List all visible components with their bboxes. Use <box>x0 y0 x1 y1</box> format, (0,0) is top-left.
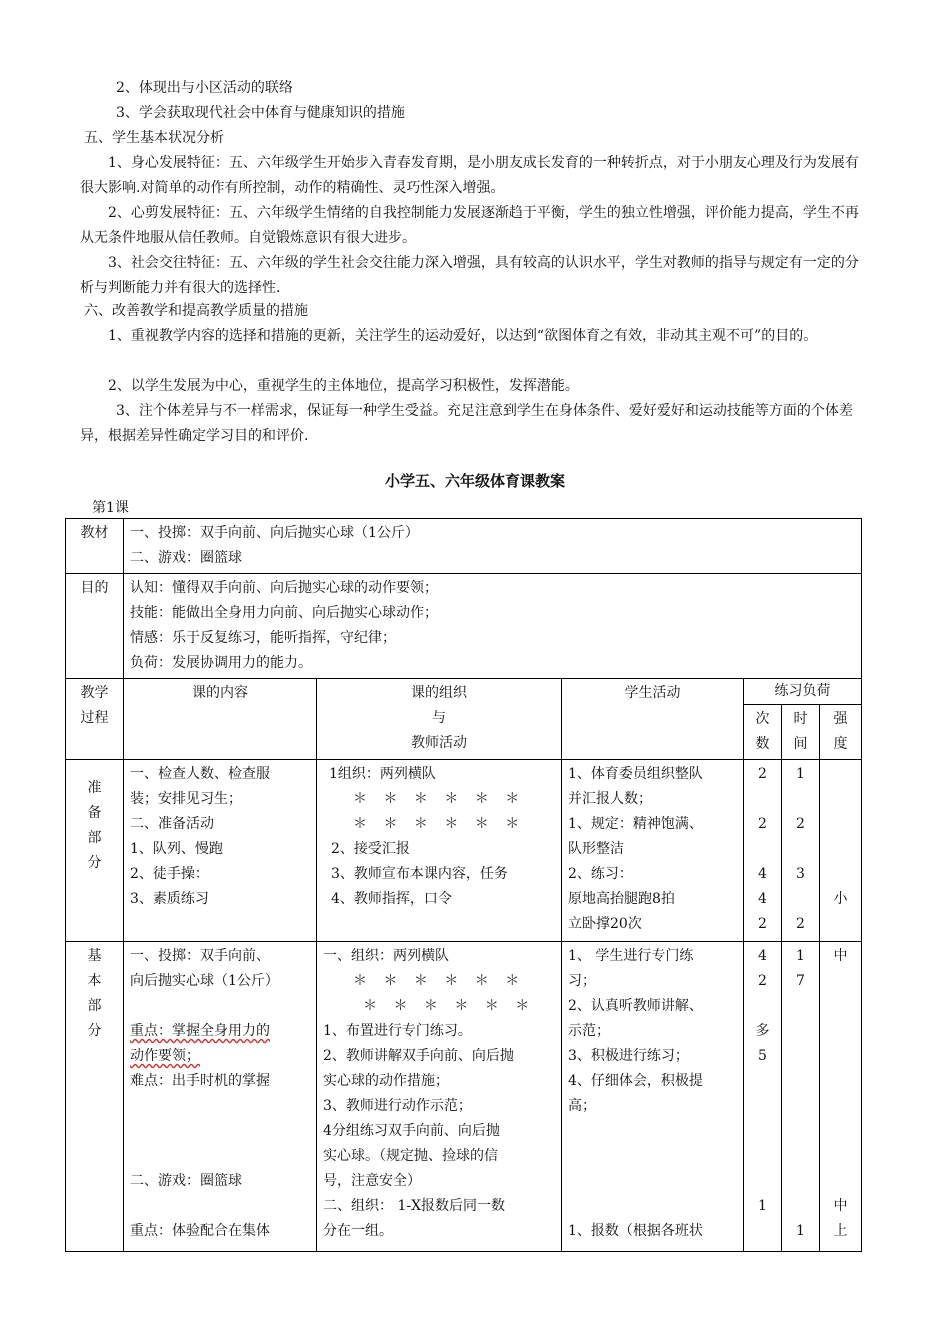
spacer <box>820 1094 861 1119</box>
spacer <box>744 1119 781 1144</box>
content-line: 难点：出手时机的掌握 <box>130 1073 270 1089</box>
spacer <box>568 1194 737 1219</box>
material-label: 教材 <box>66 519 124 574</box>
content-line-underlined <box>130 1019 310 1044</box>
student-line: 队形整洁 <box>568 841 624 857</box>
spacer <box>130 1094 310 1119</box>
intensity-value: 小 <box>833 891 848 907</box>
spacer <box>782 787 819 812</box>
time-value: 1 <box>796 948 805 964</box>
material-content <box>124 519 862 574</box>
goal-line: 情感：乐于反复练习，能听指挥，守纪律； <box>130 630 396 646</box>
time-value: 1 <box>796 1223 805 1239</box>
formation-stars: ＊ ＊ ＊ ＊ ＊ ＊ <box>353 973 526 989</box>
intensity-value: 上 <box>833 1223 848 1239</box>
header-text: 时 <box>793 711 808 727</box>
spacer <box>820 787 861 812</box>
count-value: 多 <box>755 1023 770 1039</box>
content-line: 重点：体验配合在集体 <box>130 1223 270 1239</box>
header-text: 间 <box>793 736 808 752</box>
content-line: 二、准备活动 <box>130 816 214 832</box>
spacer <box>820 1069 861 1094</box>
key-point-text: 重点：掌握全身用力的 <box>130 1023 270 1039</box>
spacer <box>782 887 819 912</box>
lesson-plan-table <box>65 518 862 1252</box>
count-value: 4 <box>758 866 767 882</box>
section5-para-2: 2、心剪发展特征：五、六年级学生情绪的自我控制能力发展逐渐趋于平衡，学生的独立性增强，评价能力提高，学生不再从无条件地服从信任教师。自觉锻炼意识有很大进步。 <box>80 205 859 246</box>
section-label-char: 部 <box>87 830 102 846</box>
spacer <box>744 1169 781 1194</box>
org-line: 实心球的动作措施； <box>323 1073 449 1089</box>
time-value: 2 <box>796 816 805 832</box>
content-line: 装；安排见习生； <box>130 791 242 807</box>
section-label-char: 本 <box>87 973 102 989</box>
student-line: 并汇报人数； <box>568 791 652 807</box>
spacer <box>820 1119 861 1144</box>
org-line: 1、布置进行专门练习。 <box>323 1023 472 1039</box>
intensity-value: 中 <box>833 948 848 964</box>
org-line: 号，注意安全） <box>323 1173 421 1189</box>
header-process <box>66 679 124 760</box>
spacer <box>782 1194 819 1219</box>
spacer <box>782 1069 819 1094</box>
spacer <box>820 812 861 837</box>
count-value: 2 <box>758 916 767 932</box>
material-line: 二、游戏：圈篮球 <box>130 550 242 566</box>
header-text: 课的组织 <box>411 685 467 701</box>
header-time <box>782 705 820 760</box>
org-line: 二、组织： 1-X报数后同一数 <box>323 1198 506 1214</box>
header-row-1 <box>66 679 862 705</box>
intro-line-2: 2、体现出与小区活动的联络 <box>116 80 293 96</box>
material-line: 一、投掷：双手向前、向后抛实心球（1公斤） <box>130 525 419 541</box>
time-value: 3 <box>796 866 805 882</box>
spacer <box>744 787 781 812</box>
prep-content <box>124 760 317 942</box>
count-value: 5 <box>758 1048 767 1064</box>
student-line: 立卧撑20次 <box>568 916 642 932</box>
count-value: 2 <box>758 973 767 989</box>
spacer <box>782 837 819 862</box>
student-line: 3、积极进行练习； <box>568 1048 689 1064</box>
prep-intensity <box>820 760 862 942</box>
student-line: 2、认真听教师讲解、 <box>568 998 703 1014</box>
header-text: 教学 <box>80 685 109 701</box>
student-line: 4、仔细体会，积极提 <box>568 1073 703 1089</box>
content-line: 2、徒手操： <box>130 866 209 882</box>
org-line: 1组织：两列横队 <box>329 766 436 782</box>
header-organization <box>317 679 562 760</box>
student-line: 1、报数（根据各班状 <box>568 1223 703 1239</box>
spacer <box>782 1144 819 1169</box>
goal-line: 负荷：发展协调用力的能力。 <box>130 655 312 671</box>
student-line: 1、规定：精神饱满、 <box>568 816 703 832</box>
spacer <box>130 1194 310 1219</box>
basic-row <box>66 942 862 1252</box>
student-line: 原地高抬腿跑8拍 <box>568 891 675 907</box>
count-value: 2 <box>758 816 767 832</box>
key-point-text: 动作要领； <box>130 1048 200 1064</box>
header-intensity <box>820 705 862 760</box>
spacer <box>744 837 781 862</box>
header-text: 次 <box>755 711 770 727</box>
spacer <box>130 994 310 1019</box>
spacer <box>820 1019 861 1044</box>
spacer <box>744 1144 781 1169</box>
section-label-char: 分 <box>87 855 102 871</box>
header-text: 数 <box>755 736 770 752</box>
basic-time <box>782 942 820 1252</box>
time-value: 1 <box>796 766 805 782</box>
spacer <box>820 837 861 862</box>
basic-count <box>744 942 782 1252</box>
org-line: 一、组织：两列横队 <box>323 948 449 964</box>
basic-organization <box>317 942 562 1252</box>
goal-line: 认知：懂得双手向前、向后抛实心球的动作要领； <box>130 580 438 596</box>
count-value: 2 <box>758 766 767 782</box>
lesson-number: 第1课 <box>92 500 129 516</box>
goal-label: 目的 <box>66 574 124 679</box>
header-student: 学生活动 <box>562 679 744 760</box>
section-label-char: 准 <box>87 780 102 796</box>
header-text: 度 <box>833 736 848 752</box>
count-value: 4 <box>758 948 767 964</box>
spacer <box>782 1119 819 1144</box>
student-line: 2、练习： <box>568 866 633 882</box>
section-label-char: 分 <box>87 1023 102 1039</box>
goal-row <box>66 574 862 679</box>
basic-student-activity <box>562 942 744 1252</box>
material-row <box>66 519 862 574</box>
section-label-char: 备 <box>87 805 102 821</box>
spacer <box>744 1094 781 1119</box>
student-line: 示范； <box>568 1023 610 1039</box>
goal-line: 技能：能做出全身用力向前、向后抛实心球动作； <box>130 605 438 621</box>
spacer <box>782 1094 819 1119</box>
section6-para-1: 1、重视教学内容的选择和措施的更新，关注学生的运动爱好，以达到“欲图体育之有效，非动其主观不可”的目的。 <box>108 328 818 344</box>
content-line-underlined <box>130 1044 310 1069</box>
prep-time <box>782 760 820 942</box>
formation-stars: ＊ ＊ ＊ ＊ ＊ ＊ <box>353 816 526 832</box>
prep-organization <box>317 760 562 942</box>
spacer <box>782 994 819 1019</box>
content-line: 1、队列、慢跑 <box>130 841 223 857</box>
section5-para-3: 3、社会交往特征：五、六年级的学生社会交往能力深入增强，具有较高的认识水平，学生对教师的指导与规定有一定的分析与判断能力并有很大的选择性. <box>80 255 859 296</box>
header-content: 课的内容 <box>124 679 317 760</box>
student-line: 1、 学生进行专门练 <box>568 948 694 964</box>
spacer <box>130 1144 310 1169</box>
intensity-value: 中 <box>833 1198 848 1214</box>
org-line: 3、教师宣布本课内容，任务 <box>331 866 508 882</box>
content-line: 向后抛实心球（1公斤） <box>130 973 279 989</box>
spacer <box>820 1144 861 1169</box>
spacer <box>130 1119 310 1144</box>
prep-student-activity <box>562 760 744 942</box>
formation-stars: ＊ ＊ ＊ ＊ ＊ ＊ <box>363 998 536 1014</box>
formation-stars: ＊ ＊ ＊ ＊ ＊ ＊ <box>353 791 526 807</box>
header-text: 强 <box>833 711 848 727</box>
section-label-char: 基 <box>87 948 102 964</box>
org-line: 实心球。（规定抛、捡球的信 <box>323 1148 498 1164</box>
spacer <box>744 1069 781 1094</box>
prep-count <box>744 760 782 942</box>
spacer <box>568 1119 737 1144</box>
section5-para-1: 1、身心发展特征：五、六年级学生开始步入青春发育期，是小朋友成长发育的一种转折点，对于小朋友心理及行为发展有很大影响.对简单的动作有所控制，动作的精确性、灵巧性深入增强。 <box>80 155 859 196</box>
lesson-plan-title: 小学五、六年级体育课教案 <box>384 472 565 490</box>
header-load: 练习负荷 <box>744 679 862 705</box>
prep-row <box>66 760 862 942</box>
spacer <box>568 1169 737 1194</box>
spacer <box>820 1044 861 1069</box>
spacer <box>820 862 861 887</box>
header-text: 教师活动 <box>411 735 467 751</box>
section6-para-2: 2、以学生发展为中心，重视学生的主体地位，提高学习积极性，发挥潜能。 <box>108 378 579 394</box>
content-line: 一、检查人数、检查服 <box>130 766 270 782</box>
org-line: 3、教师进行动作示范； <box>323 1098 472 1114</box>
student-line: 习； <box>568 973 596 989</box>
spacer <box>820 762 861 787</box>
student-line: 高； <box>568 1098 596 1114</box>
spacer <box>820 969 861 994</box>
section-label-char: 部 <box>87 998 102 1014</box>
org-line: 分在一组。 <box>323 1223 393 1239</box>
header-text: 过程 <box>80 710 109 726</box>
section6-para-3: 3、注个体差异与不一样需求，保证每一种学生受益。充足注意到学生在身体条件、爱好爱好和运动技能等方面的个体差异，根据差异性确定学习目的和评价. <box>80 403 853 444</box>
spacer <box>782 1169 819 1194</box>
section5-heading: 五、学生基本状况分析 <box>84 130 224 146</box>
spacer <box>782 1019 819 1044</box>
section6-heading: 六、改善教学和提高教学质量的措施 <box>84 303 308 319</box>
content-line: 一、投掷：双手向前、 <box>130 948 270 964</box>
basic-intensity <box>820 942 862 1252</box>
basic-content <box>124 942 317 1252</box>
student-line: 1、体育委员组织整队 <box>568 766 703 782</box>
org-line: 2、接受汇报 <box>331 841 410 857</box>
intro-line-3: 3、学会获取现代社会中体育与健康知识的措施 <box>116 105 405 121</box>
org-line: 2、教师讲解双手向前、向后抛 <box>323 1048 514 1064</box>
time-value: 7 <box>796 973 805 989</box>
goal-content <box>124 574 862 679</box>
spacer <box>820 994 861 1019</box>
content-line: 3、素质练习 <box>130 891 209 907</box>
content-line: 二、游戏：圈篮球 <box>130 1173 242 1189</box>
org-line: 4分组练习双手向前、向后抛 <box>323 1123 500 1139</box>
spacer <box>568 1144 737 1169</box>
org-line: 4、教师指挥，口令 <box>331 891 452 907</box>
spacer <box>820 1169 861 1194</box>
count-value: 4 <box>758 891 767 907</box>
header-count <box>744 705 782 760</box>
header-text: 与 <box>432 710 446 726</box>
count-value: 1 <box>758 1198 767 1214</box>
spacer <box>782 1044 819 1069</box>
basic-label <box>66 942 124 1252</box>
spacer <box>744 994 781 1019</box>
prep-label <box>66 760 124 942</box>
time-value: 2 <box>796 916 805 932</box>
